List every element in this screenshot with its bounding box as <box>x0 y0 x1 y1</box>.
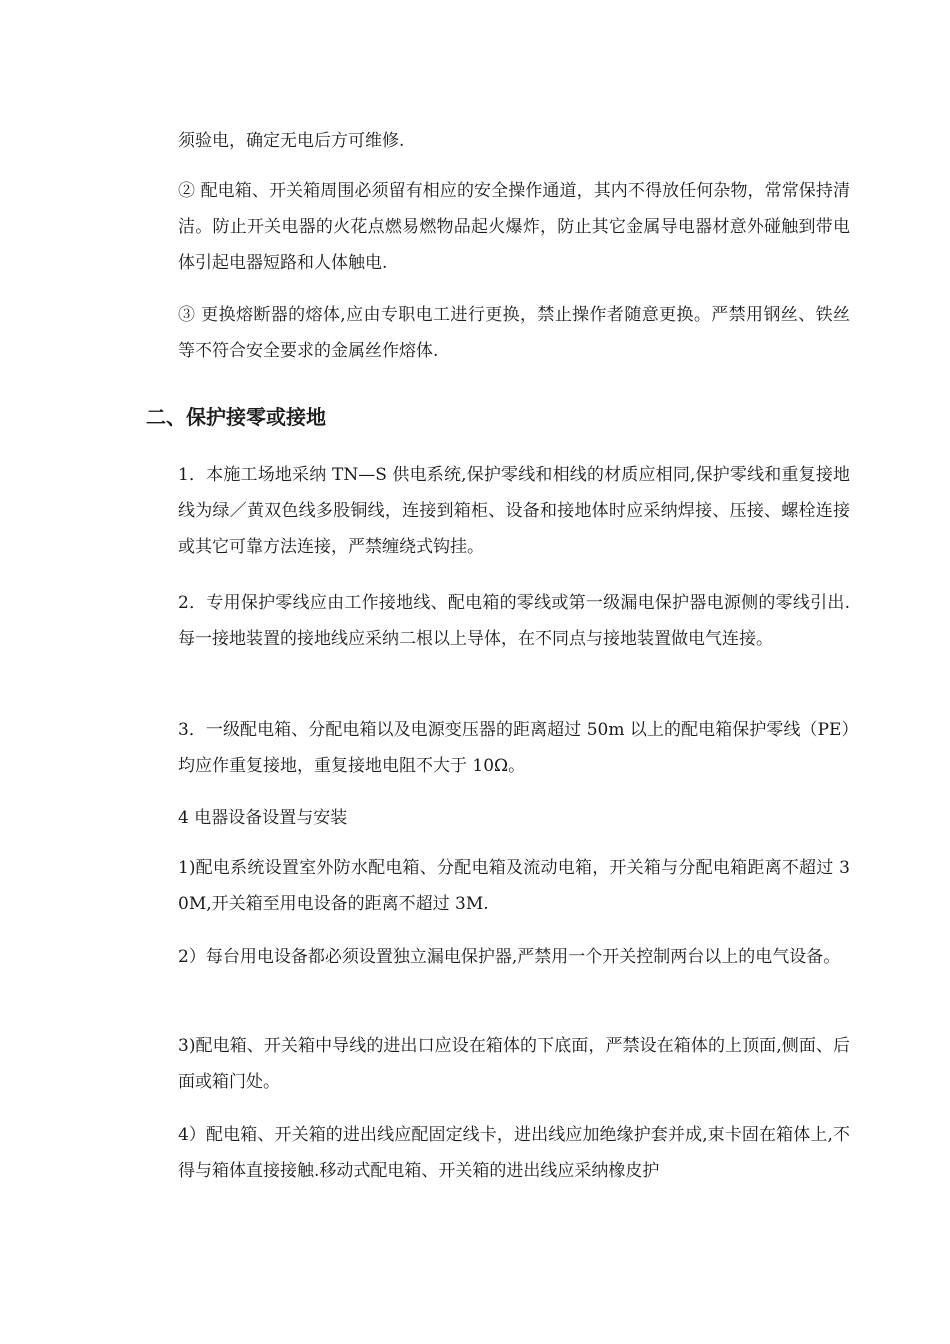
paragraph-install-1: 1)配电系统设置室外防水配电箱、分配电箱及流动电箱，开关箱与分配电箱距离不超过 30M,开关箱至用电设备的距离不超过 3M. <box>178 858 850 914</box>
paragraph-item-3: ③ 更换熔断器的熔体,应由专职电工进行更换，禁止操作者随意更换。严禁用钢丝、铁丝等不符合安全要求的金属丝作熔体. <box>178 305 850 361</box>
paragraph-section-2: 2．专用保护零线应由工作接地线、配电箱的零线或第一级漏电保护器电源侧的零线引出.每一接地装置的接地线应采纳二根以上导体，在不同点与接地装置做电气连接。 <box>178 593 850 649</box>
paragraph-install-4: 4）配电箱、开关箱的进出线应配固定线卡，进出线应加绝缘护套并成,束卡固在箱体上,不得与箱体直接接触.移动式配电箱、开关箱的进出线应采纳橡皮护 <box>178 1125 850 1181</box>
paragraph-install-2: 2）每台用电设备都必须设置独立漏电保护器,严禁用一个开关控制两台以上的电气设备。 <box>178 947 841 967</box>
paragraph-continuation: 须验电，确定无电后方可维修. <box>178 131 405 151</box>
paragraph-section-3: 3．一级配电箱、分配电箱以及电源变压器的距离超过 50m 以上的配电箱保护零线（PE）均应作重复接地，重复接地电阻不大于 10Ω。 <box>178 720 850 776</box>
paragraph-subheading: 4 电器设备设置与安装 <box>178 808 348 828</box>
paragraph-install-3: 3)配电箱、开关箱中导线的进出口应设在箱体的下底面，严禁设在箱体的上顶面,侧面、后面或箱门处。 <box>178 1036 850 1092</box>
paragraph-item-2: ② 配电箱、开关箱周围必须留有相应的安全操作通道，其内不得放任何杂物，常常保持清洁。防止开关电器的火花点燃易燃物品起火爆炸，防止其它金属导电器材意外碰触到带电体引起电器短路和人体触电. <box>178 181 850 273</box>
paragraph-section-1: 1．本施工场地采纳 TN—S 供电系统,保护零线和相线的材质应相同,保护零线和重复接地线为绿／黄双色线多股铜线，连接到箱柜、设备和接地体时应采纳焊接、压接、螺栓连接或其它可靠方法连接，严禁缠绕式钩挂。 <box>178 465 850 557</box>
section-heading: 二、保护接零或接地 <box>146 405 326 429</box>
